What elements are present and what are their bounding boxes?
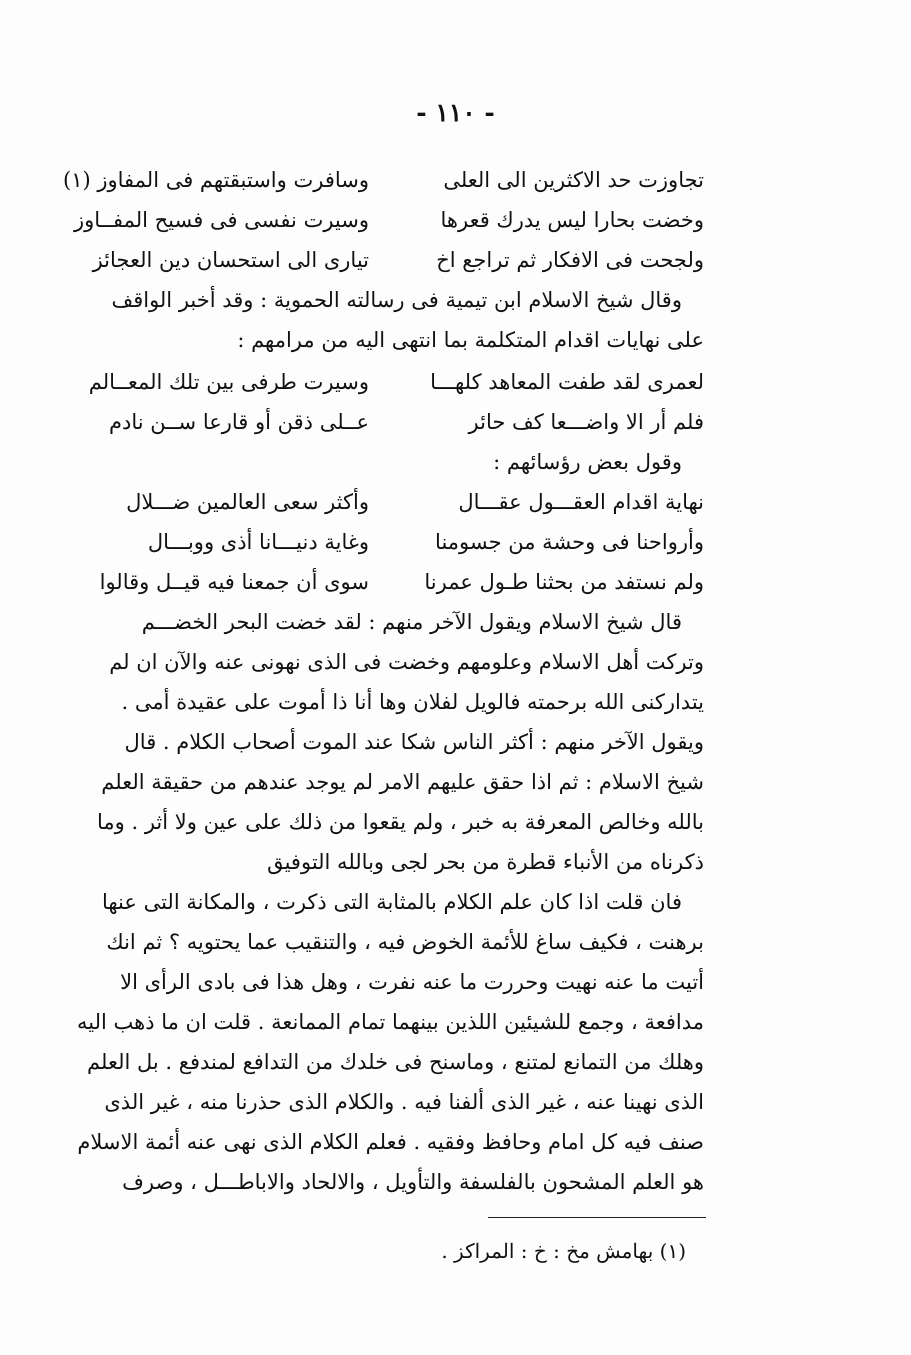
verse-first-hemistich: وأرواحنا فى وحشة من جسومنا [435,530,704,554]
poem-2 [62,362,704,442]
verse-second-hemistich: تيارى الى استحسان دين العجائز [92,248,369,272]
paragraph-3 [62,882,704,1202]
text-line: وتركت أهل الاسلام وعلومهم وخضت فى الذى نهونى عنه والآن ان لم [109,650,704,674]
verse [62,402,704,442]
text-line: أتيت ما عنه نهيت وحررت ما عنه نفرت ، وهل هذا فى بادى الرأى الا [120,970,704,994]
text-line: هو العلم المشحون بالفلسفة والتأويل ، والالحاد والاباطـــل ، وصرف [122,1170,704,1194]
page-number: - ١١٠ - [416,98,495,127]
verse-first-hemistich: ولجحت فى الافكار ثم تراجع اخ [436,248,704,272]
footnote: (١) بهامش مخ : خ : المراكز . [441,1239,686,1263]
verse-second-hemistich: وسيرت طرفى بين تلك المعــالم [88,370,369,394]
paragraph-2 [62,602,704,882]
text-line: مدافعة ، وجمع للشيئين اللذين بينهما تمام الممانعة . قلت ان ما ذهب اليه [77,1010,704,1034]
text-line: قال شيخ الاسلام ويقول الآخر منهم : لقد خضت البحر الخضـــم [141,610,682,634]
poem-3-intro [62,442,704,482]
footnote-divider [488,1217,706,1218]
text-line: وقول بعض رؤسائهم : [493,450,682,474]
verse-second-hemistich: عــلى ذقن أو قارعا ســن نادم [108,410,369,434]
text-line: الذى نهينا عنه ، غير الذى ألفنا فيه . والكلام الذى حذرنا منه ، غير الذى [104,1090,704,1114]
text-line: شيخ الاسلام : ثم اذا حقق عليهم الامر لم يوجد عندهم من حقيقة العلم [101,770,704,794]
verse-second-hemistich: سوى أن جمعنا فيه قيــل وقالوا [99,570,369,594]
verse-first-hemistich: لعمرى لقد طفت المعاهد كلهـــا [430,370,704,394]
text-line: فان قلت اذا كان علم الكلام بالمثابة التى ذكرت ، والمكانة التى عنها [101,890,682,914]
verse-first-hemistich: فلم أر الا واضـــعا كف حائر [468,410,704,434]
verse [62,482,704,522]
verse [62,362,704,402]
paragraph-1 [62,280,704,360]
text-line: صنف فيه كل امام وحافظ وفقيه . فعلم الكلام الذى نهى عنه أئمة الاسلام [77,1130,704,1154]
verse-second-hemistich: وأكثر سعى العالمين ضـــلال [126,490,369,514]
text-line: برهنت ، فكيف ساغ للأئمة الخوض فيه ، والتنقيب عما يحتويه ؟ ثم انك [106,930,704,954]
text-line: يتداركنى الله برحمته فالويل لفلان وها أنا ذا أموت على عقيدة أمى . [121,690,704,714]
text-line: وقال شيخ الاسلام ابن تيمية فى رسالته الحموية : وقد أخبر الواقف [111,288,682,312]
text-line: ويقول الآخر منهم : أكثر الناس شكا عند الموت أصحاب الكلام . قال [124,730,704,754]
text-line: وهلك من التمانع لمتنع ، وماسنح فى خلدك من التدافع لمندفع . بل العلم [87,1050,704,1074]
verse-first-hemistich: نهاية اقدام العقـــول عقـــال [458,490,704,514]
verse [62,562,704,602]
poem-3 [62,482,704,602]
verse [62,200,704,240]
text-line: ذكرناه من الأنباء قطرة من بحر لجى وبالله التوفيق [267,850,704,874]
verse-second-hemistich: وسافرت واستبقتهم فى المفاوز (١) [63,168,369,192]
poem-1 [62,160,704,280]
verse-second-hemistich: وسيرت نفسى فى فسيح المفــاوز [73,208,369,232]
text-line: بالله وخالص المعرفة به خبر ، ولم يقعوا من ذلك على عين ولا أثر . وما [97,810,704,834]
verse [62,522,704,562]
verse [62,160,704,200]
verse-first-hemistich: تجاوزت حد الاكثرين الى العلى [443,168,704,192]
verse-second-hemistich: وغاية دنيـــانا أذى ووبـــال [147,530,369,554]
verse [62,240,704,280]
verse-first-hemistich: وخضت بحارا ليس يدرك قعرها [440,208,704,232]
text-line: على نهايات اقدام المتكلمة بما انتهى اليه من مرامهم : [237,328,704,352]
verse-first-hemistich: ولم نستفد من بحثنا طـول عمرنا [424,570,704,594]
